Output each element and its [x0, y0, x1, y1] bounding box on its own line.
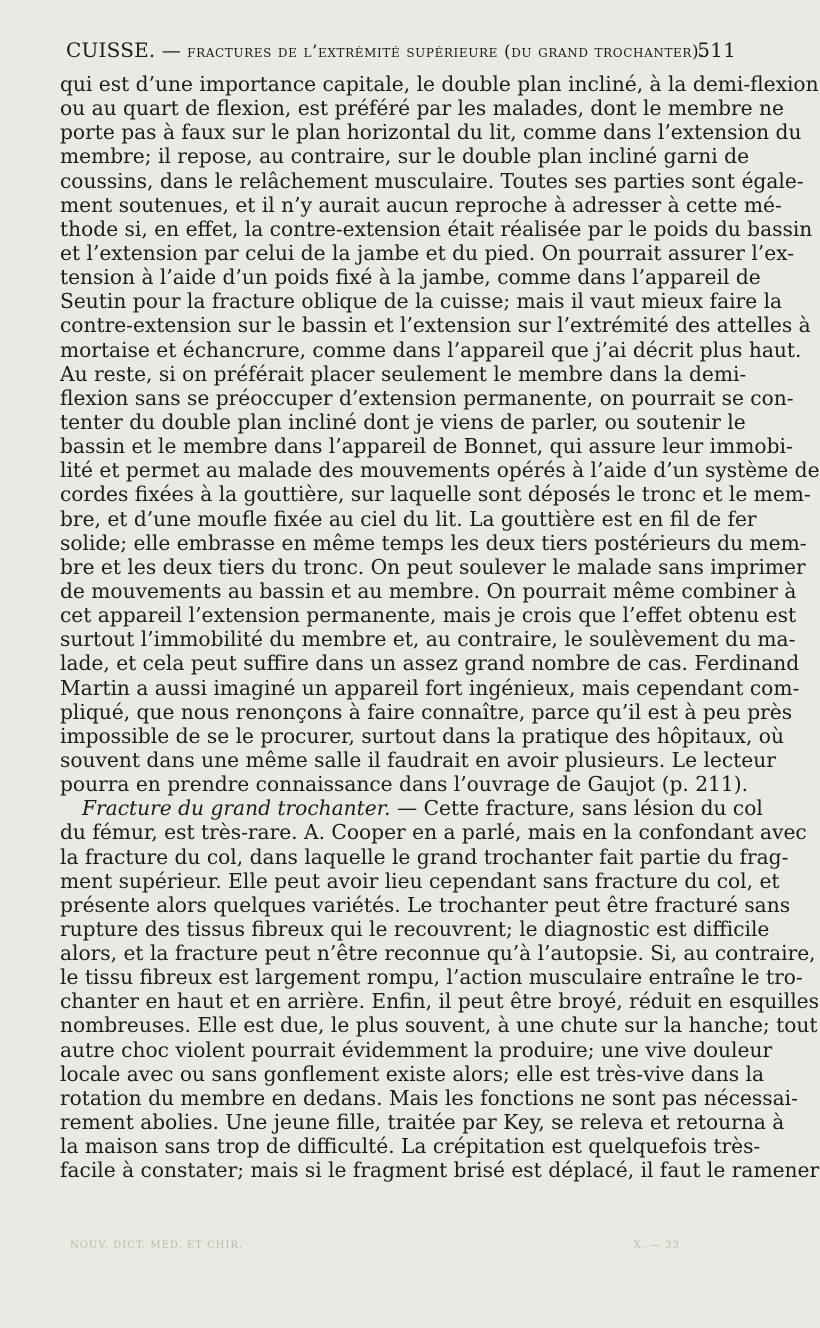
- text-line: la maison sans trop de difficulté. La crépitation est quelquefois très-: [60, 1134, 761, 1159]
- text-line: la fracture du col, dans laquelle le grand trochanter fait partie du frag-: [60, 844, 789, 869]
- text-line: chanter en haut et en arrière. Enfin, il peut être broyé, réduit en esquilles: [60, 989, 819, 1014]
- text-line: impossible de se le procurer, surtout dans la pratique des hôpitaux, où: [60, 723, 784, 748]
- text-line: solide; elle embrasse en même temps les deux tiers postérieurs du mem-: [60, 530, 807, 555]
- signature-mark: [70, 1240, 710, 1256]
- running-header: [66, 38, 736, 66]
- text-line: bre et les deux tiers du tronc. On peut soulever le malade sans imprimer: [60, 554, 806, 579]
- text-line: membre; il repose, au contraire, sur le double plan incliné garni de: [60, 144, 750, 169]
- subsection-lead: — Cette fracture, sans lésion du col: [390, 796, 763, 821]
- text-line: cordes fixées à la gouttière, sur laquelle sont déposés le tronc et le mem-: [60, 482, 811, 507]
- text-line: contre-extension sur le bassin et l’extension sur l’extrémité des attelles à: [60, 313, 811, 338]
- running-title: fractures de l’extrémité supérieure (du grand trochanter).: [187, 42, 706, 62]
- text-line: locale avec ou sans gonflement existe alors; elle est très-vive dans la: [60, 1061, 765, 1086]
- text-line: Seutin pour la fracture oblique de la cuisse; mais il vaut mieux faire la: [60, 289, 783, 314]
- text-line: de mouvements au bassin et au membre. On pourrait même combiner à: [60, 578, 797, 603]
- text-line: qui est d’une importance capitale, le double plan incliné, à la demi-flexion: [60, 72, 819, 96]
- page-number: 511: [697, 38, 736, 62]
- text-line: alors, et la fracture peut n’être reconnue qu’à l’autopsie. Si, au contraire,: [60, 941, 816, 966]
- body-text: [60, 72, 820, 1183]
- text-line: mortaise et échancrure, comme dans l’appareil que j’ai décrit plus haut.: [60, 337, 802, 362]
- text-line: ou au quart de flexion, est préféré par les malades, dont le membre ne: [60, 96, 784, 121]
- text-line: porte pas à faux sur le plan horizontal du lit, comme dans l’extension du: [60, 120, 802, 145]
- text-line: coussins, dans le relâchement musculaire. Toutes ses parties sont égale-: [60, 168, 804, 193]
- signature-left: NOUV. DICT. MÉD. ET CHIR.: [70, 1240, 244, 1251]
- text-line: tension à l’aide d’un poids fixé à la jambe, comme dans l’appareil de: [60, 265, 761, 290]
- text-line: bre, et d’une moufle fixée au ciel du lit. La gouttière est en fil de fer: [60, 506, 757, 531]
- text-line: pliqué, que nous renonçons à faire connaître, parce qu’il est à peu près: [60, 699, 793, 724]
- text-line: cet appareil l’extension permanente, mais je crois que l’effet obtenu est: [60, 603, 797, 628]
- text-line: flexion sans se préoccuper d’extension permanente, on pourrait se con-: [60, 385, 794, 410]
- text-line: autre choc violent pourrait évidemment la produire; une vive douleur: [60, 1037, 773, 1062]
- text-line: rotation du membre en dedans. Mais les fonctions ne sont pas nécessai-: [60, 1085, 798, 1110]
- text-line: facile à constater; mais si le fragment brisé est déplacé, il faut le ramener: [60, 1158, 820, 1183]
- text-line: le tissu fibreux est largement rompu, l’action musculaire entraîne le tro-: [60, 965, 803, 990]
- text-line: pourra en prendre connaissance dans l’ouvrage de Gaujot (p. 211).: [60, 772, 749, 797]
- text-line: Au reste, si on préférait placer seulement le membre dans la demi-: [60, 361, 747, 386]
- text-line: rement abolies. Une jeune fille, traitée par Key, se releva et retourna à: [60, 1110, 785, 1135]
- text-line: Martin a aussi imaginé un appareil fort ingénieux, mais cependant com-: [60, 675, 800, 700]
- text-line: bassin et le membre dans l’appareil de Bonnet, qui assure leur immobi-: [60, 434, 793, 459]
- text-line: thode si, en effet, la contre-extension était réalisée par le poids du bassin: [60, 216, 813, 241]
- text-line: lade, et cela peut suffire dans un assez grand nombre de cas. Ferdinand: [60, 651, 800, 676]
- text-line: et l’extension par celui de la jambe et du pied. On pourrait assurer l’ex-: [60, 240, 795, 265]
- header-dash: —: [155, 40, 188, 62]
- text-line: souvent dans une même salle il faudrait en avoir plusieurs. Le lecteur: [60, 747, 776, 772]
- text-line: présente alors quelques variétés. Le trochanter peut être fracturé sans: [60, 892, 791, 917]
- text-line: ment supérieur. Elle peut avoir lieu cependant sans fracture du col, et: [60, 868, 780, 893]
- section-title: CUISSE.: [66, 38, 156, 62]
- subsection-heading-line: [60, 796, 763, 821]
- text-line: du fémur, est très-rare. A. Cooper en a parlé, mais en la confondant avec: [60, 820, 807, 845]
- text-line: nombreuses. Elle est due, le plus souvent, à une chute sur la hanche; tout: [60, 1013, 818, 1038]
- signature-right: X. — 33: [633, 1240, 680, 1251]
- text-line: rupture des tissus fibreux qui le recouvrent; le diagnostic est difficile: [60, 916, 770, 941]
- subsection-title: Fracture du grand trochanter.: [82, 796, 391, 821]
- text-line: lité et permet au malade des mouvements opérés à l’aide d’un système de: [60, 458, 820, 483]
- text-line: tenter du double plan incliné dont je viens de parler, ou soutenir le: [60, 409, 746, 434]
- text-line: ment soutenues, et il n’y aurait aucun reproche à adresser à cette mé-: [60, 192, 782, 217]
- text-line: surtout l’immobilité du membre et, au contraire, le soulèvement du ma-: [60, 627, 796, 652]
